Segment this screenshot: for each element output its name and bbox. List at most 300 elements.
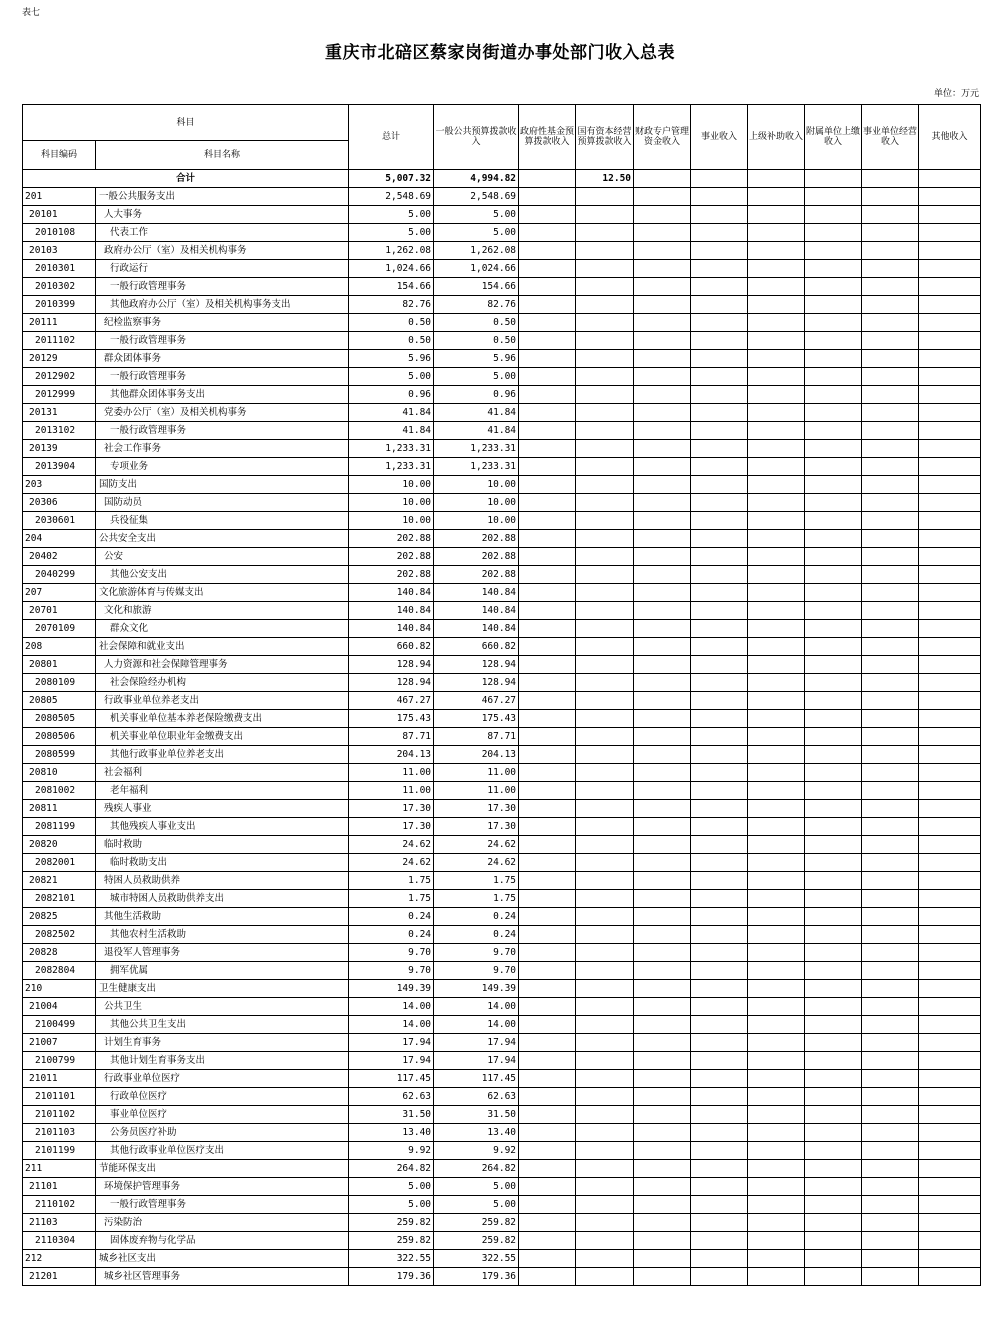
empty-cell xyxy=(919,1214,981,1232)
row-name: 社会工作事务 xyxy=(96,440,349,458)
empty-cell xyxy=(805,224,862,242)
empty-cell xyxy=(634,440,691,458)
empty-cell xyxy=(634,566,691,584)
empty-cell xyxy=(805,1232,862,1250)
row-name: 机关事业单位基本养老保险缴费支出 xyxy=(96,710,349,728)
empty-cell xyxy=(634,926,691,944)
row-total: 31.50 xyxy=(349,1106,434,1124)
empty-cell xyxy=(862,1034,919,1052)
row-general: 140.84 xyxy=(434,602,519,620)
header-fund: 政府性基金预算拨款收入 xyxy=(519,105,576,170)
empty-cell xyxy=(862,422,919,440)
row-general: 5.00 xyxy=(434,224,519,242)
row-general: 1,233.31 xyxy=(434,458,519,476)
empty-cell xyxy=(691,566,748,584)
row-name: 纪检监察事务 xyxy=(96,314,349,332)
empty-cell xyxy=(748,1232,805,1250)
empty-cell xyxy=(748,296,805,314)
empty-cell xyxy=(576,908,634,926)
table-row xyxy=(23,530,981,548)
row-name: 群众文化 xyxy=(96,620,349,638)
row-name: 城乡社区支出 xyxy=(96,1250,349,1268)
row-code: 21103 xyxy=(23,1214,96,1232)
empty-cell xyxy=(748,1142,805,1160)
empty-cell xyxy=(576,242,634,260)
empty-cell xyxy=(691,1034,748,1052)
empty-cell xyxy=(519,656,576,674)
row-general: 82.76 xyxy=(434,296,519,314)
empty-cell xyxy=(634,908,691,926)
empty-cell xyxy=(919,638,981,656)
row-name: 其他政府办公厅（室）及相关机构事务支出 xyxy=(96,296,349,314)
row-code: 2101199 xyxy=(23,1142,96,1160)
empty-cell xyxy=(919,800,981,818)
empty-cell xyxy=(634,872,691,890)
row-code: 211 xyxy=(23,1160,96,1178)
empty-cell xyxy=(748,1052,805,1070)
row-code: 21004 xyxy=(23,998,96,1016)
row-code: 21201 xyxy=(23,1268,96,1286)
row-total: 9.70 xyxy=(349,944,434,962)
row-general: 2,548.69 xyxy=(434,188,519,206)
row-total: 9.92 xyxy=(349,1142,434,1160)
empty-cell xyxy=(748,548,805,566)
row-code: 2012999 xyxy=(23,386,96,404)
row-code: 2082001 xyxy=(23,854,96,872)
empty-cell xyxy=(805,836,862,854)
empty-cell xyxy=(862,296,919,314)
empty-cell xyxy=(691,242,748,260)
row-general: 264.82 xyxy=(434,1160,519,1178)
empty-cell xyxy=(919,224,981,242)
empty-cell xyxy=(519,422,576,440)
empty-cell xyxy=(748,422,805,440)
row-name: 党委办公厅（室）及相关机构事务 xyxy=(96,404,349,422)
empty-cell xyxy=(805,872,862,890)
row-total: 0.50 xyxy=(349,314,434,332)
empty-cell xyxy=(691,854,748,872)
empty-cell xyxy=(691,800,748,818)
row-name: 一般行政管理事务 xyxy=(96,332,349,350)
row-code: 20805 xyxy=(23,692,96,710)
empty-cell xyxy=(805,926,862,944)
empty-cell xyxy=(805,494,862,512)
table-row xyxy=(23,638,981,656)
empty-cell xyxy=(748,278,805,296)
empty-cell xyxy=(634,296,691,314)
empty-cell xyxy=(919,1268,981,1286)
table-row xyxy=(23,368,981,386)
empty-cell xyxy=(862,1232,919,1250)
empty-cell xyxy=(576,404,634,422)
row-code: 203 xyxy=(23,476,96,494)
row-name: 一般行政管理事务 xyxy=(96,422,349,440)
header-business: 事业收入 xyxy=(691,105,748,170)
table-row xyxy=(23,836,981,854)
empty-cell xyxy=(748,566,805,584)
empty-cell xyxy=(576,1178,634,1196)
empty-cell xyxy=(691,1268,748,1286)
empty-cell xyxy=(576,1142,634,1160)
empty-cell xyxy=(691,1016,748,1034)
empty-cell xyxy=(748,944,805,962)
total-label: 合计 xyxy=(23,170,349,188)
empty-cell xyxy=(919,242,981,260)
row-total: 13.40 xyxy=(349,1124,434,1142)
empty-cell xyxy=(634,854,691,872)
row-general: 175.43 xyxy=(434,710,519,728)
table-row xyxy=(23,224,981,242)
empty-cell xyxy=(862,242,919,260)
empty-cell xyxy=(576,530,634,548)
empty-cell xyxy=(634,944,691,962)
empty-cell xyxy=(919,818,981,836)
empty-cell xyxy=(805,440,862,458)
row-code: 2100799 xyxy=(23,1052,96,1070)
empty-cell xyxy=(576,1214,634,1232)
empty-cell xyxy=(634,1142,691,1160)
empty-cell xyxy=(919,548,981,566)
row-general: 1,262.08 xyxy=(434,242,519,260)
empty-cell xyxy=(691,386,748,404)
table-row xyxy=(23,746,981,764)
row-general: 259.82 xyxy=(434,1232,519,1250)
empty-cell xyxy=(748,800,805,818)
row-total: 5.00 xyxy=(349,1196,434,1214)
row-code: 2080506 xyxy=(23,728,96,746)
empty-cell xyxy=(634,638,691,656)
table-row xyxy=(23,260,981,278)
empty-cell xyxy=(862,548,919,566)
table-row xyxy=(23,584,981,602)
empty-cell xyxy=(862,440,919,458)
empty-cell xyxy=(519,602,576,620)
empty-cell xyxy=(691,368,748,386)
total-fund xyxy=(519,170,576,188)
empty-cell xyxy=(919,710,981,728)
row-total: 1,233.31 xyxy=(349,440,434,458)
empty-cell xyxy=(634,476,691,494)
empty-cell xyxy=(919,962,981,980)
empty-cell xyxy=(691,998,748,1016)
row-total: 10.00 xyxy=(349,476,434,494)
empty-cell xyxy=(634,800,691,818)
row-name: 人大事务 xyxy=(96,206,349,224)
empty-cell xyxy=(634,782,691,800)
row-general: 17.30 xyxy=(434,800,519,818)
row-total: 5.00 xyxy=(349,224,434,242)
table-row xyxy=(23,944,981,962)
empty-cell xyxy=(576,872,634,890)
empty-cell xyxy=(519,710,576,728)
table-row xyxy=(23,404,981,422)
empty-cell xyxy=(862,494,919,512)
empty-cell xyxy=(862,278,919,296)
empty-cell xyxy=(862,998,919,1016)
empty-cell xyxy=(805,1160,862,1178)
empty-cell xyxy=(519,1142,576,1160)
row-general: 9.70 xyxy=(434,962,519,980)
empty-cell xyxy=(691,746,748,764)
row-general: 87.71 xyxy=(434,728,519,746)
row-code: 2082502 xyxy=(23,926,96,944)
empty-cell xyxy=(805,854,862,872)
empty-cell xyxy=(519,1160,576,1178)
row-name: 其他行政事业单位养老支出 xyxy=(96,746,349,764)
empty-cell xyxy=(919,1124,981,1142)
empty-cell xyxy=(519,1250,576,1268)
table-number: 表七 xyxy=(22,8,41,18)
row-name: 其他残疾人事业支出 xyxy=(96,818,349,836)
row-total: 140.84 xyxy=(349,620,434,638)
row-code: 2081002 xyxy=(23,782,96,800)
row-name: 机关事业单位职业年金缴费支出 xyxy=(96,728,349,746)
empty-cell xyxy=(919,764,981,782)
empty-cell xyxy=(634,890,691,908)
empty-cell xyxy=(519,1070,576,1088)
empty-cell xyxy=(748,980,805,998)
empty-cell xyxy=(691,458,748,476)
row-code: 201 xyxy=(23,188,96,206)
empty-cell xyxy=(576,188,634,206)
empty-cell xyxy=(691,764,748,782)
empty-cell xyxy=(519,1088,576,1106)
row-name: 社会福利 xyxy=(96,764,349,782)
empty-cell xyxy=(805,332,862,350)
empty-cell xyxy=(519,242,576,260)
empty-cell xyxy=(519,404,576,422)
empty-cell xyxy=(634,278,691,296)
row-name: 污染防治 xyxy=(96,1214,349,1232)
empty-cell xyxy=(805,710,862,728)
row-name: 其他公共卫生支出 xyxy=(96,1016,349,1034)
row-name: 其他群众团体事务支出 xyxy=(96,386,349,404)
row-total: 1.75 xyxy=(349,890,434,908)
empty-cell xyxy=(748,998,805,1016)
table-row xyxy=(23,1160,981,1178)
row-total: 0.50 xyxy=(349,332,434,350)
row-name: 其他行政事业单位医疗支出 xyxy=(96,1142,349,1160)
table-row xyxy=(23,1106,981,1124)
empty-cell xyxy=(748,368,805,386)
row-general: 259.82 xyxy=(434,1214,519,1232)
row-name: 公共卫生 xyxy=(96,998,349,1016)
empty-cell xyxy=(919,422,981,440)
row-code: 2080505 xyxy=(23,710,96,728)
empty-cell xyxy=(919,656,981,674)
empty-cell xyxy=(805,962,862,980)
table-row xyxy=(23,278,981,296)
row-name: 兵役征集 xyxy=(96,512,349,530)
empty-cell xyxy=(519,188,576,206)
row-general: 5.00 xyxy=(434,368,519,386)
empty-cell xyxy=(862,944,919,962)
unit-label: 单位：万元 xyxy=(933,89,979,99)
row-general: 11.00 xyxy=(434,764,519,782)
empty-cell xyxy=(748,692,805,710)
empty-cell xyxy=(862,1250,919,1268)
empty-cell xyxy=(519,890,576,908)
empty-cell xyxy=(576,206,634,224)
row-total: 17.94 xyxy=(349,1034,434,1052)
empty-cell xyxy=(576,278,634,296)
empty-cell xyxy=(748,638,805,656)
empty-cell xyxy=(691,1142,748,1160)
header-subject: 科目 xyxy=(23,105,349,141)
row-name: 行政事业单位医疗 xyxy=(96,1070,349,1088)
row-total: 140.84 xyxy=(349,602,434,620)
empty-cell xyxy=(805,530,862,548)
row-general: 5.96 xyxy=(434,350,519,368)
empty-cell xyxy=(805,674,862,692)
row-general: 10.00 xyxy=(434,494,519,512)
empty-cell xyxy=(748,782,805,800)
empty-cell xyxy=(634,1178,691,1196)
row-general: 1.75 xyxy=(434,872,519,890)
table-row xyxy=(23,458,981,476)
row-code: 2101101 xyxy=(23,1088,96,1106)
empty-cell xyxy=(634,1016,691,1034)
empty-cell xyxy=(862,980,919,998)
empty-cell xyxy=(691,1088,748,1106)
empty-cell xyxy=(805,908,862,926)
table-row xyxy=(23,728,981,746)
row-total: 1.75 xyxy=(349,872,434,890)
empty-cell xyxy=(691,602,748,620)
row-name: 一般行政管理事务 xyxy=(96,368,349,386)
empty-cell xyxy=(862,368,919,386)
empty-cell xyxy=(919,476,981,494)
empty-cell xyxy=(748,1214,805,1232)
empty-cell xyxy=(805,548,862,566)
table-row xyxy=(23,512,981,530)
empty-cell xyxy=(862,584,919,602)
row-name: 人力资源和社会保障管理事务 xyxy=(96,656,349,674)
empty-cell xyxy=(576,710,634,728)
empty-cell xyxy=(748,494,805,512)
table-row xyxy=(23,998,981,1016)
empty-cell xyxy=(862,674,919,692)
empty-cell xyxy=(576,332,634,350)
row-total: 140.84 xyxy=(349,584,434,602)
empty-cell xyxy=(634,1052,691,1070)
row-total: 5.96 xyxy=(349,350,434,368)
empty-cell xyxy=(748,818,805,836)
empty-cell xyxy=(634,1106,691,1124)
row-code: 20801 xyxy=(23,656,96,674)
empty-cell xyxy=(576,314,634,332)
empty-cell xyxy=(862,620,919,638)
empty-cell xyxy=(862,728,919,746)
row-code: 2070109 xyxy=(23,620,96,638)
row-code: 2080599 xyxy=(23,746,96,764)
empty-cell xyxy=(862,656,919,674)
empty-cell xyxy=(805,1124,862,1142)
row-name: 文化旅游体育与传媒支出 xyxy=(96,584,349,602)
empty-cell xyxy=(634,188,691,206)
empty-cell xyxy=(519,1034,576,1052)
empty-cell xyxy=(519,1016,576,1034)
empty-cell xyxy=(691,530,748,548)
row-total: 14.00 xyxy=(349,1016,434,1034)
row-total: 175.43 xyxy=(349,710,434,728)
empty-cell xyxy=(862,260,919,278)
empty-cell xyxy=(576,728,634,746)
table-row xyxy=(23,1088,981,1106)
empty-cell xyxy=(919,1106,981,1124)
table-row xyxy=(23,1232,981,1250)
empty-cell xyxy=(805,1250,862,1268)
empty-cell xyxy=(691,638,748,656)
empty-cell xyxy=(634,332,691,350)
empty-cell xyxy=(862,1196,919,1214)
empty-cell xyxy=(805,800,862,818)
empty-cell xyxy=(862,782,919,800)
row-name: 文化和旅游 xyxy=(96,602,349,620)
row-name: 政府办公厅（室）及相关机构事务 xyxy=(96,242,349,260)
empty-cell xyxy=(862,1178,919,1196)
empty-cell xyxy=(576,620,634,638)
row-general: 41.84 xyxy=(434,422,519,440)
header-total: 总计 xyxy=(349,105,434,170)
row-name: 群众团体事务 xyxy=(96,350,349,368)
empty-cell xyxy=(691,1070,748,1088)
table-row xyxy=(23,782,981,800)
empty-cell xyxy=(748,1124,805,1142)
row-general: 202.88 xyxy=(434,530,519,548)
empty-cell xyxy=(805,386,862,404)
empty-cell xyxy=(805,404,862,422)
empty-cell xyxy=(919,872,981,890)
header-operation: 事业单位经营收入 xyxy=(862,105,919,170)
empty-cell xyxy=(919,1232,981,1250)
row-general: 17.94 xyxy=(434,1052,519,1070)
empty-cell xyxy=(862,1052,919,1070)
row-code: 20402 xyxy=(23,548,96,566)
row-code: 20131 xyxy=(23,404,96,422)
row-total: 11.00 xyxy=(349,782,434,800)
row-name: 计划生育事务 xyxy=(96,1034,349,1052)
row-code: 20820 xyxy=(23,836,96,854)
row-general: 0.24 xyxy=(434,908,519,926)
empty-cell xyxy=(519,1052,576,1070)
table-row xyxy=(23,1124,981,1142)
empty-cell xyxy=(519,1214,576,1232)
empty-cell xyxy=(519,1196,576,1214)
empty-cell xyxy=(805,188,862,206)
row-general: 660.82 xyxy=(434,638,519,656)
empty-cell xyxy=(634,458,691,476)
row-code: 2082101 xyxy=(23,890,96,908)
empty-cell xyxy=(691,1214,748,1232)
table-row xyxy=(23,818,981,836)
empty-cell xyxy=(576,494,634,512)
empty-cell xyxy=(519,908,576,926)
row-code: 2010108 xyxy=(23,224,96,242)
empty-cell xyxy=(805,764,862,782)
row-code: 2040299 xyxy=(23,566,96,584)
empty-cell xyxy=(862,818,919,836)
row-code: 20701 xyxy=(23,602,96,620)
empty-cell xyxy=(805,260,862,278)
row-general: 0.50 xyxy=(434,332,519,350)
empty-cell xyxy=(862,764,919,782)
row-code: 2013102 xyxy=(23,422,96,440)
empty-cell xyxy=(862,746,919,764)
empty-cell xyxy=(519,944,576,962)
empty-cell xyxy=(634,1070,691,1088)
empty-cell xyxy=(634,584,691,602)
